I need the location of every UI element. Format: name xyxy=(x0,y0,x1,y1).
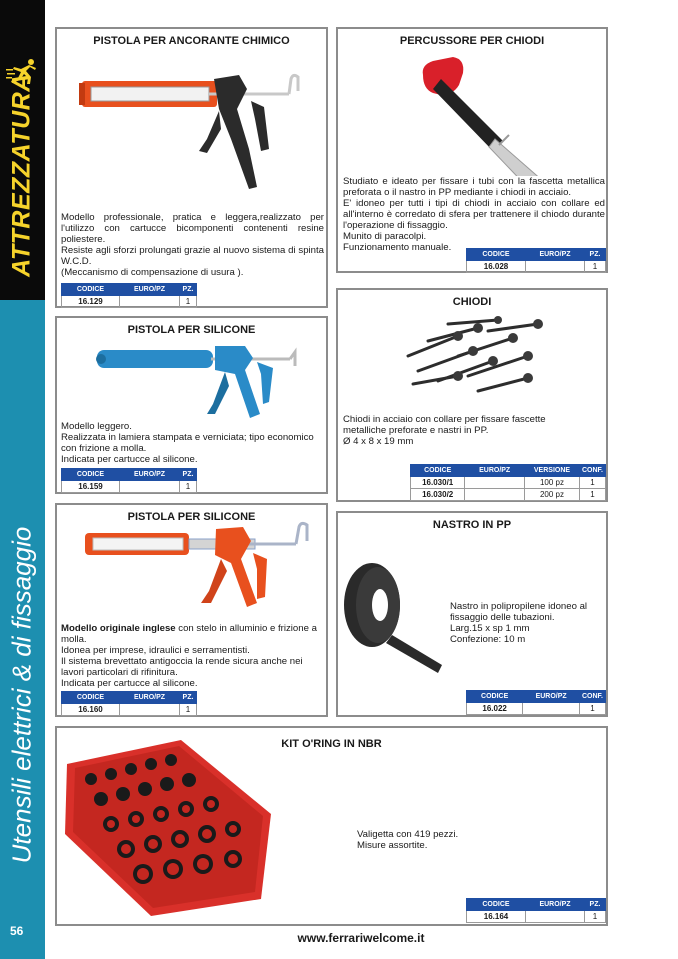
product-qty: 1 xyxy=(180,704,197,716)
description-line xyxy=(61,623,326,645)
product-title: PERCUSSORE PER CHIODI xyxy=(399,35,545,47)
product-price xyxy=(523,703,580,715)
product-description xyxy=(61,421,326,465)
description-line: E' idoneo per tutti i tipi di chiodi in acciaio con collare ed all'interno è corredato di sfera per trattenere il chiodo durante l'operazione di fissaggio. xyxy=(343,198,605,231)
col-header-pz: PZ. xyxy=(180,284,197,296)
col-header-codice: CODICE xyxy=(467,691,523,703)
product-code: 16.159 xyxy=(62,481,120,493)
product-card-ancorante xyxy=(55,27,328,308)
product-code: 16.160 xyxy=(62,704,120,716)
description-line: Larg.15 x sp 1 mm xyxy=(450,623,530,634)
spec-table xyxy=(466,690,606,715)
description-line: Funzionamento manuale. xyxy=(343,242,452,253)
table-row xyxy=(411,489,606,501)
silicone-gun-blue-image xyxy=(95,342,300,424)
oring-kit-case-image xyxy=(61,734,277,919)
col-header-pz: PZ. xyxy=(585,899,606,911)
col-header-pz: PZ. xyxy=(585,249,606,261)
col-header-codice: CODICE xyxy=(411,465,465,477)
col-header-euro: EURO/PZ xyxy=(120,692,180,704)
product-qty: 1 xyxy=(585,911,606,923)
product-qty: 1 xyxy=(180,296,197,308)
product-price xyxy=(120,481,180,493)
product-code: 16.028 xyxy=(467,261,526,273)
product-title: CHIODI xyxy=(452,296,492,308)
col-header-euro: EURO/PZ xyxy=(120,469,180,481)
col-header-conf: CONF. xyxy=(580,465,606,477)
description-line: Nastro in polipropilene idoneo al fissaggio delle tubazioni. xyxy=(450,601,588,623)
product-title: PISTOLA PER ANCORANTE CHIMICO xyxy=(93,35,290,47)
page-number: 56 xyxy=(10,924,24,938)
col-header-pz: PZ. xyxy=(180,469,197,481)
col-header-euro: EURO/PZ xyxy=(465,465,525,477)
product-card-silicone-1 xyxy=(55,316,328,494)
product-card-nastro xyxy=(336,511,608,717)
description-line: Ø 4 x 8 x 19 mm xyxy=(343,436,414,447)
col-header-conf: CONF. xyxy=(580,691,606,703)
product-conf: 1 xyxy=(580,477,606,489)
table-row xyxy=(62,481,197,493)
col-header-codice: CODICE xyxy=(62,692,120,704)
product-code: 16.164 xyxy=(467,911,526,923)
col-header-versione: VERSIONE xyxy=(524,465,579,477)
product-conf: 1 xyxy=(580,489,606,501)
table-row xyxy=(467,911,606,923)
description-line: Valigetta con 419 pezzi. xyxy=(357,829,459,840)
sidebar xyxy=(0,0,45,959)
product-qty: 1 xyxy=(580,703,606,715)
nail-driver-image xyxy=(413,51,553,176)
col-header-codice: CODICE xyxy=(62,469,120,481)
col-header-codice: CODICE xyxy=(467,249,526,261)
product-title: PISTOLA PER SILICONE xyxy=(127,511,256,523)
description-highlight: Modello originale inglese xyxy=(61,623,176,634)
product-qty: 1 xyxy=(180,481,197,493)
table-row xyxy=(411,477,606,489)
product-card-oring xyxy=(55,726,608,926)
product-card-chiodi xyxy=(336,288,608,502)
description-line: Modello professionale, pratica e leggera,realizzato per l'utilizzo con cartucce bicomponenti contenenti resine poliestere. xyxy=(61,212,324,245)
description-first-line: con stelo in alluminio e frizione a molla. xyxy=(61,623,317,645)
description-line: Modello leggero. xyxy=(61,421,132,432)
description-line: Studiato e ideato per fissare i tubi con la fascetta metallica preforata o il nastro in PP mediante i chiodi in acciaio. xyxy=(343,176,605,198)
product-code: 16.030/2 xyxy=(411,489,465,501)
spec-table xyxy=(61,691,197,716)
product-price xyxy=(526,261,585,273)
section-title: ATTREZZATURA xyxy=(7,73,36,277)
product-card-percussore xyxy=(336,27,608,273)
col-header-euro: EURO/PZ xyxy=(523,691,580,703)
product-description xyxy=(343,176,605,253)
table-row xyxy=(467,703,606,715)
pp-tape-roll-image xyxy=(342,545,452,677)
description-line: Resiste agli sforzi prolungati grazie al nuovo sistema di spinta W.C.D. xyxy=(61,245,324,267)
spec-table xyxy=(466,248,606,273)
table-row xyxy=(467,261,606,273)
product-title: NASTRO IN PP xyxy=(432,519,512,531)
product-description xyxy=(343,414,588,447)
spec-table xyxy=(466,898,606,923)
product-price xyxy=(120,296,180,308)
product-description xyxy=(61,212,324,278)
product-code: 16.022 xyxy=(467,703,523,715)
description-line: Munito di paracolpi. xyxy=(343,231,427,242)
col-header-codice: CODICE xyxy=(62,284,120,296)
col-header-euro: EURO/PZ xyxy=(120,284,180,296)
product-description xyxy=(357,829,557,851)
product-card-silicone-2 xyxy=(55,503,328,717)
product-title: KIT O'RING IN NBR xyxy=(281,738,382,750)
product-price xyxy=(526,911,585,923)
spec-table xyxy=(61,283,197,308)
product-price xyxy=(120,704,180,716)
product-code: 16.129 xyxy=(62,296,120,308)
product-code: 16.030/1 xyxy=(411,477,465,489)
product-version: 200 pz xyxy=(524,489,579,501)
silicone-gun-orange-image xyxy=(81,519,311,619)
col-header-pz: PZ. xyxy=(180,692,197,704)
description-line: Idonea per imprese, idraulici e serramentisti. xyxy=(61,645,250,656)
product-price xyxy=(465,489,525,501)
description-line: Misure assortite. xyxy=(357,840,428,851)
caulking-gun-image xyxy=(79,69,304,219)
product-title: PISTOLA PER SILICONE xyxy=(127,324,256,336)
description-line: Confezione: 10 m xyxy=(450,634,526,645)
col-header-euro: EURO/PZ xyxy=(526,899,585,911)
table-row xyxy=(62,296,197,308)
description-line: Il sistema brevettato antigoccia la rende sicura anche nei lavori particolari di rifinitura. xyxy=(61,656,303,678)
product-description xyxy=(61,623,326,689)
description-line: Realizzata in lamiera stampata e verniciata; tipo economico con frizione a molla. xyxy=(61,432,314,454)
description-line: Indicata per cartucce al silicone. xyxy=(61,454,198,465)
spec-table xyxy=(410,464,606,501)
product-description xyxy=(450,601,605,645)
description-line: (Meccanismo di compensazione di usura ). xyxy=(61,267,244,278)
description-line: Indicata per cartucce al silicone. xyxy=(61,678,198,689)
footer-website-link[interactable]: www.ferrariwelcome.it xyxy=(297,931,425,945)
steel-nails-image xyxy=(398,316,548,396)
col-header-euro: EURO/PZ xyxy=(526,249,585,261)
category-title: Utensili elettrici & di fissaggio xyxy=(6,526,37,864)
description-line: Chiodi in acciaio con collare per fissare fascette metalliche preforate e nastri in PP. xyxy=(343,414,546,436)
product-qty: 1 xyxy=(585,261,606,273)
col-header-codice: CODICE xyxy=(467,899,526,911)
product-price xyxy=(465,477,525,489)
product-version: 100 pz xyxy=(524,477,579,489)
spec-table xyxy=(61,468,197,493)
table-row xyxy=(62,704,197,716)
